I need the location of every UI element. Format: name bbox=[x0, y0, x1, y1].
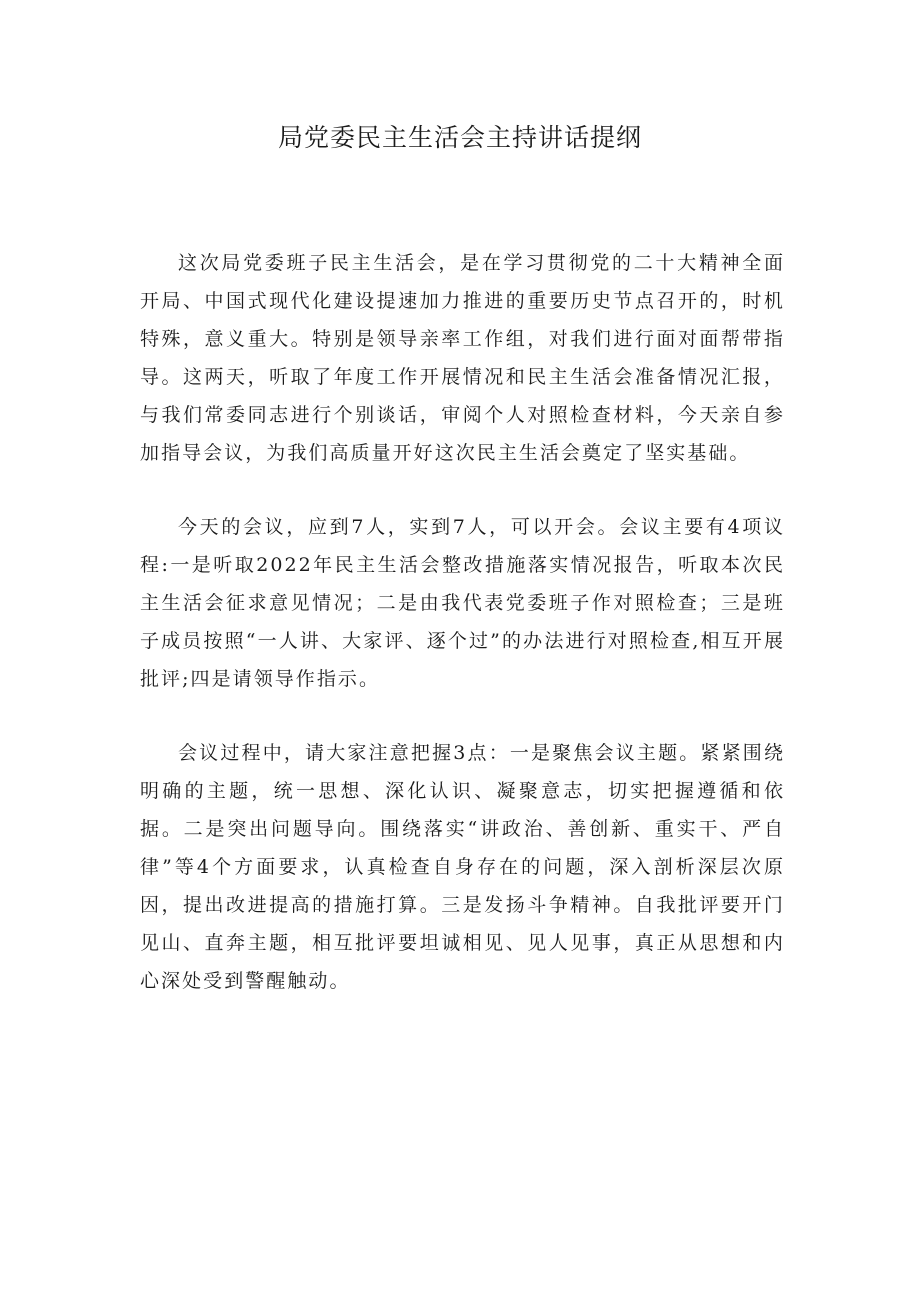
document-title: 局党委民主生活会主持讲话提纲 bbox=[277, 123, 642, 152]
paragraph-requirements: 会议过程中，请大家注意把握3点：一是聚焦会议主题。紧紧围绕明确的主题，统一思想、深化认识、凝聚意志，切实把握遵循和依据。二是突出问题导向。围绕落实“讲政治、善创新、重实干、严自律”等4个方面要求，认真检查自身存在的问题，深入剖析深层次原因，提出改进提高的措施打算。三是发扬斗争精神。自我批评要开门见山、直奔主题，相互批评要坦诚相见、见人见事，真正从思想和内心深处受到警醒触动。 bbox=[140, 742, 785, 992]
paragraph-agenda: 今天的会议，应到7人，实到7人，可以开会。会议主要有4项议程:一是听取2022年民主生活会整改措施落实情况报告，听取本次民主生活会征求意见情况；二是由我代表党委班子作对照检查；三是班子成员按照“一人讲、大家评、逐个过”的办法进行对照检查,相互开展批评;四是请领导作指示。 bbox=[140, 516, 785, 690]
document-body bbox=[140, 244, 785, 1000]
paragraph-opening: 这次局党委班子民主生活会，是在学习贯彻党的二十大精神全面开局、中国式现代化建设提速加力推进的重要历史节点召开的，时机特殊，意义重大。特别是领导亲率工作组，对我们进行面对面帮带指导。这两天，听取了年度工作开展情况和民主生活会准备情况汇报，与我们常委同志进行个别谈话，审阅个人对照检查材料，今天亲自参加指导会议，为我们高质量开好这次民主生活会奠定了坚实基础。 bbox=[140, 252, 785, 464]
